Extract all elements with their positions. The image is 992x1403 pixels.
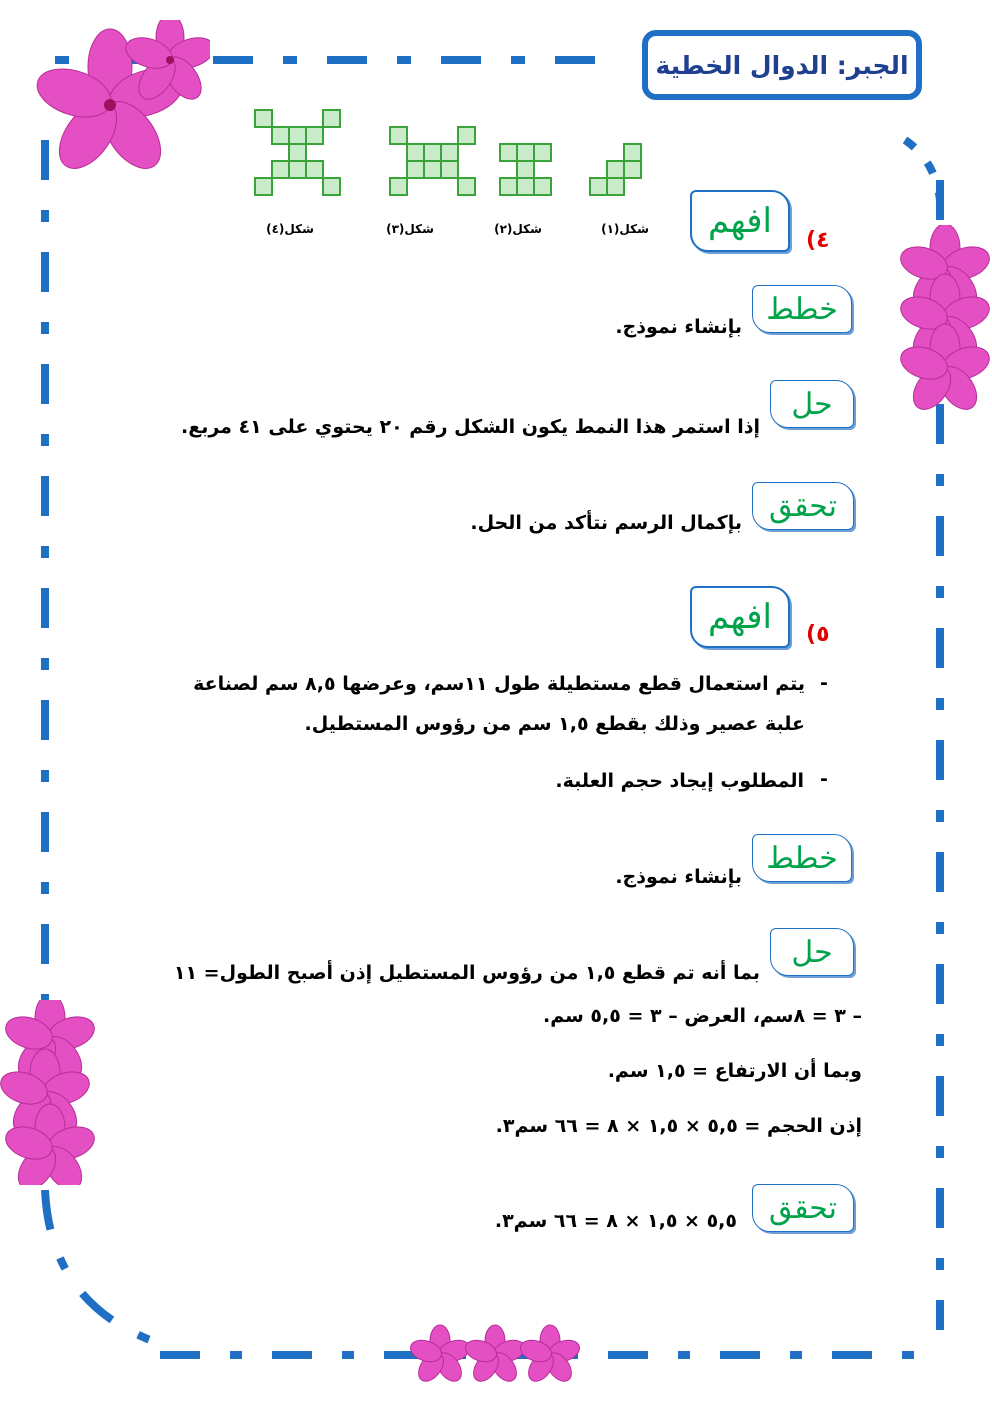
figure-label-3: شكل(٣) [386,222,434,236]
figure-1 [590,144,641,195]
q5-solve-line-1: بما أنه تم قطع ١,٥ من رؤوس المستطيل إذن أصبح الطول= ١١ [173,962,760,984]
q4-solve-text: إذا استمر هذا النمط يكون الشكل رقم ٢٠ يحتوي على ٤١ مربع. [181,416,760,438]
q5-solve-line-3: وبما أن الارتفاع = ١,٥ سم. [607,1060,862,1082]
q5-check-text: ٥,٥ × ١,٥ × ٨ = ٦٦ سم٣. [494,1210,737,1232]
q5-check-tag: تحقق [752,1184,854,1232]
q5-solve-line-2: – ٣ = ٨سم، العرض – ٣ = ٥,٥ سم. [542,1005,862,1027]
flower-decoration-bottom-icon [405,1320,585,1390]
q4-plan-text: بإنشاء نموذج. [615,316,742,338]
q5-plan-text: بإنشاء نموذج. [615,866,742,888]
q5-bullet-1: يتم استعمال قطع مستطيلة طول ١١سم، وعرضها ٨,٥ سم لصناعة علبة عصير وذلك بقطع ١,٥ سم من رؤوس المستطيل. [193,673,805,735]
figure-3 [390,127,475,195]
figure-4 [255,110,340,195]
q5-plan-tag: خطط [752,834,852,882]
q5-understand-tag: افهم [690,586,790,648]
q4-check-text: بإكمال الرسم نتأكد من الحل. [470,512,742,534]
question-5-number: ٥) [806,622,830,647]
flower-decoration-left-icon [0,1000,100,1185]
bullet-dash-2: - [820,768,828,790]
question-4-number: ٤) [806,228,830,253]
figure-label-1: شكل(١) [601,222,649,236]
q4-check-tag: تحقق [752,482,854,530]
bullet-dash-1: - [820,672,828,694]
q5-solve-tag: حل [770,928,854,976]
q4-understand-tag: افهم [690,190,790,252]
figure-label-2: شكل(٢) [494,222,542,236]
flower-decoration-top-left-icon [10,20,210,200]
q5-bullet-2: المطلوب إيجاد حجم العلبة. [555,770,804,792]
q5-solve-line-4: إذن الحجم = ٥,٥ × ١,٥ × ٨ = ٦٦ سم٣. [495,1115,862,1137]
flower-decoration-right-icon [890,225,992,410]
figure-label-4: شكل(٤) [266,222,314,236]
figure-2 [500,144,551,195]
q4-solve-tag: حل [770,380,854,428]
q4-plan-tag: خطط [752,285,852,333]
page-title: الجبر: الدوال الخطية [642,30,922,100]
